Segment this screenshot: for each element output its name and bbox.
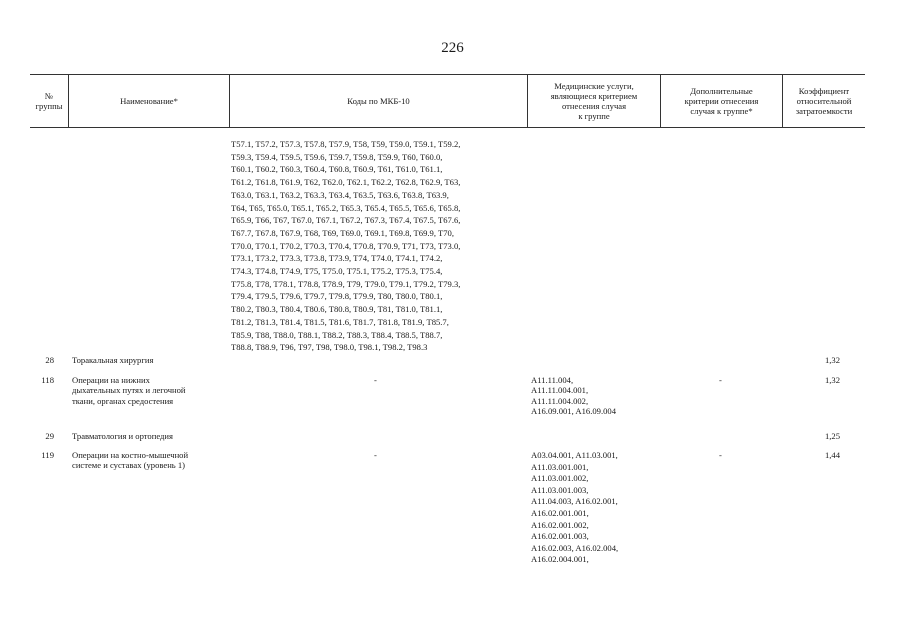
service-line: A16.09.001, A16.09.004 bbox=[531, 406, 616, 417]
row-name: Травматология и ортопедия bbox=[72, 431, 173, 441]
mkb-line: T60.1, T60.2, T60.3, T60.4, T60.8, T60.9, T61, T61.0, T61.1, bbox=[231, 164, 443, 175]
row-coefficient: 1,44 bbox=[824, 450, 840, 460]
row-name bbox=[72, 450, 188, 471]
service-line: A11.03.001.001, bbox=[531, 461, 589, 472]
header-coefficient: Коэффициент относительной затратоемкости bbox=[795, 85, 853, 117]
mkb-line: T57.1, T57.2, T57.3, T57.8, T57.9, T58, T59, T59.0, T59.1, T59.2, bbox=[231, 139, 461, 149]
header-extra-criteria: Дополнительные критерии отнесения случая к группе* bbox=[684, 85, 759, 117]
row-name-line: системе и суставах (уровень 1) bbox=[72, 460, 186, 471]
row-mkb: - bbox=[374, 375, 377, 385]
service-line: A11.11.004, bbox=[531, 375, 574, 385]
mkb-line: T81.2, T81.3, T81.4, T81.5, T81.6, T81.7, T81.8, T81.9, T85.7, bbox=[231, 316, 449, 327]
header-bottom-rule bbox=[30, 127, 865, 128]
mkb-line: T64, T65, T65.0, T65.1, T65.2, T65.3, T65.4, T65.5, T65.6, T65.8, bbox=[231, 202, 461, 213]
mkb-line: T79.4, T79.5, T79.6, T79.7, T79.8, T79.9, T80, T80.0, T80.1, bbox=[231, 291, 443, 302]
header-mkb-codes: Коды по МКБ-10 bbox=[347, 95, 410, 106]
service-line: A11.03.001.002, bbox=[531, 473, 589, 484]
row-group-no: 29 bbox=[45, 431, 54, 441]
mkb-line: T61.2, T61.8, T61.9, T62, T62.0, T62.1, T62.2, T62.8, T62.9, T63, bbox=[231, 177, 461, 188]
service-line: A16.02.004.001, bbox=[531, 554, 589, 565]
service-line: A03.04.001, A11.03.001, bbox=[531, 450, 618, 460]
mkb-line: T59.3, T59.4, T59.5, T59.6, T59.7, T59.8, T59.9, T60, T60.0, bbox=[231, 151, 443, 162]
header-services: Медицинские услуги, являющиеся критерием отнесения случая к группе bbox=[550, 80, 638, 122]
service-line: A16.02.001.002, bbox=[531, 519, 589, 530]
row-name: Торакальная хирургия bbox=[72, 355, 154, 365]
row-group-no: 118 bbox=[41, 375, 54, 385]
row-group-no: 28 bbox=[45, 355, 54, 365]
service-line: A11.04.003, A16.02.001, bbox=[531, 496, 618, 507]
mkb-line: T63.0, T63.1, T63.2, T63.3, T63.4, T63.5, T63.6, T63.8, T63.9, bbox=[231, 189, 449, 200]
service-line: A11.11.004.001, bbox=[531, 385, 589, 396]
mkb-line: T75.8, T78, T78.1, T78.8, T78.9, T79, T79.0, T79.1, T79.2, T79.3, bbox=[231, 278, 461, 289]
row-mkb: - bbox=[374, 450, 377, 460]
mkb-continuation bbox=[231, 138, 526, 354]
header-group-no: № группы bbox=[35, 90, 63, 111]
page-number: 226 bbox=[441, 40, 464, 56]
mkb-line: T70.0, T70.1, T70.2, T70.3, T70.4, T70.8, T70.9, T71, T73, T73.0, bbox=[231, 240, 461, 251]
row-services bbox=[531, 450, 618, 566]
row-coefficient: 1,25 bbox=[824, 431, 840, 441]
service-line: A11.11.004.002, bbox=[531, 395, 589, 406]
mkb-line: T88.8, T88.9, T96, T97, T98, T98.0, T98.1, T98.2, T98.3 bbox=[231, 342, 428, 353]
service-line: A16.02.003, A16.02.004, bbox=[531, 542, 619, 553]
service-line: A16.02.001.003, bbox=[531, 531, 589, 542]
mkb-line: T74.3, T74.8, T74.9, T75, T75.0, T75.1, T75.2, T75.3, T75.4, bbox=[231, 266, 443, 277]
header-name: Наименование* bbox=[120, 95, 178, 106]
row-group-no: 119 bbox=[41, 450, 54, 460]
row-extra: - bbox=[719, 450, 722, 460]
service-line: A16.02.001.001, bbox=[531, 507, 589, 518]
row-name-line: ткани, органах средостения bbox=[72, 395, 174, 406]
row-coefficient: 1,32 bbox=[824, 355, 840, 365]
row-services bbox=[531, 375, 616, 417]
mkb-line: T73.1, T73.2, T73.3, T73.8, T73.9, T74, T74.0, T74.1, T74.2, bbox=[231, 253, 443, 264]
row-name bbox=[72, 375, 186, 406]
row-name-line: Операции на нижних bbox=[72, 375, 150, 385]
row-name-line: дыхательных путях и легочной bbox=[72, 385, 186, 396]
mkb-line: T67.7, T67.8, T67.9, T68, T69, T69.0, T69.1, T69.8, T69.9, T70, bbox=[231, 227, 454, 238]
row-name-line: Операции на костно-мышечной bbox=[72, 450, 189, 460]
row-coefficient: 1,32 bbox=[824, 375, 840, 385]
service-line: A11.03.001.003, bbox=[531, 484, 589, 495]
mkb-line: T85.9, T88, T88.0, T88.1, T88.2, T88.3, T88.4, T88.5, T88.7, bbox=[231, 329, 443, 340]
row-extra: - bbox=[719, 375, 722, 385]
mkb-line: T80.2, T80.3, T80.4, T80.6, T80.8, T80.9, T81, T81.0, T81.1, bbox=[231, 304, 443, 315]
mkb-line: T65.9, T66, T67, T67.0, T67.1, T67.2, T67.3, T67.4, T67.5, T67.6, bbox=[231, 215, 461, 226]
